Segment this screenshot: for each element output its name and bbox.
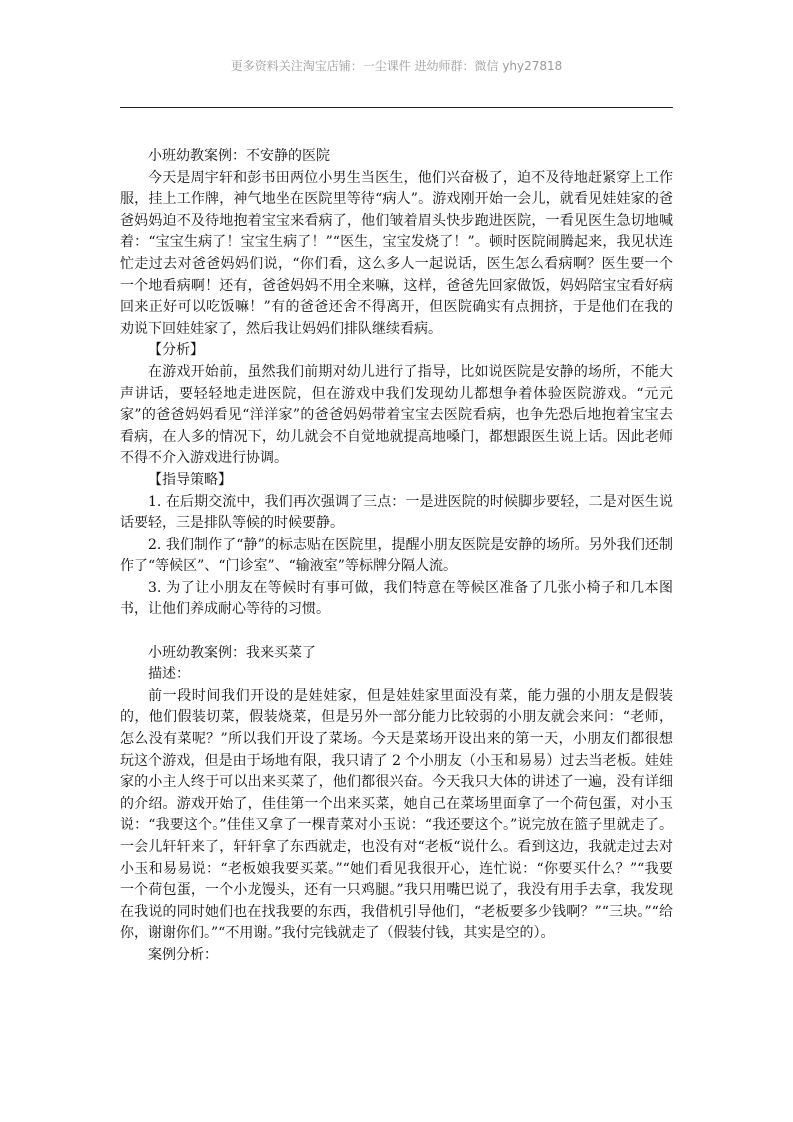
document-body	[120, 146, 673, 967]
case1-strategy-item: 1. 在后期交流中，我们再次强调了三点：一是进医院的时候脚步要轻，二是对医生说话要轻，三是排队等候的时候要静。	[120, 493, 673, 532]
case2-desc-heading: 描述：	[148, 666, 190, 683]
section-spacer	[120, 621, 673, 643]
case1-analysis-heading: 【分析】	[148, 342, 204, 359]
case2-analysis-heading: 案例分析：	[148, 946, 218, 963]
case1-strategy-item: 3. 为了让小朋友在等候时有事可做，我们特意在等候区准备了几张小椅子和几本图书，让他们养成耐心等待的习惯。	[120, 579, 673, 618]
page-header-watermark: 更多资料关注淘宝店铺：一尘课件 进幼师群：微信 yhy27818	[230, 59, 563, 73]
case1-title: 小班幼教案例：不安静的医院	[148, 148, 330, 164]
case1-strategy-item: 2. 我们制作了“静”的标志贴在医院里，提醒小朋友医院是安静的场所。另外我们还制作了“等候区”、“门诊室”、“输液室”等标牌分隔人流。	[120, 536, 673, 575]
header-divider	[120, 107, 673, 108]
case2-body: 前一段时间我们开设的是娃娃家，但是娃娃家里面没有菜，能力强的小朋友是假装的，他们假装切菜，假装烧菜，但是另外一部分能力比较弱的小朋友就会来问：“老师，怎么没有菜呢？”所以我们开设了菜场。今天是菜场开设出来的第一天，小朋友们都很想玩这个游戏，但是由于场地有限，我只请了 2 个小朋友（小玉和易易）过去当老板。娃娃家的小主人终于可以出来买菜了，他们都很兴奋。今天我只大体的讲述了一遍，没有详细的介绍。游戏开始了，佳佳第一个出来买菜，她自己在菜场里面拿了一个荷包蛋，对小玉说：“我要这个。”佳佳又拿了一棵青菜对小玉说：“我还要这个。”说完放在篮子里就走了。一会儿轩轩来了，轩轩拿了东西就走，也没有对“老板“说什么。看到这边，我就走过去对小玉和易易说：“老板娘我要买菜。”“她们看见我很开心，连忙说：“你要买什么？”“我要一个荷包蛋，一个小龙馒头，还有一只鸡腿。”我只用嘴巴说了，我没有用手去拿，我发现在我说的同时她们也在找我要的东西，我借机引导他们，“老板要多少钱啊？”“三块。”“给你，谢谢你们。”“不用谢。”我付完钱就走了（假装付钱，其实是空的）。	[120, 687, 673, 942]
case2-title: 小班幼教案例：我来买菜了	[148, 644, 316, 661]
case1-strategy-heading: 【指导策略】	[148, 471, 232, 488]
case1-analysis: 在游戏开始前，虽然我们前期对幼儿进行了指导，比如说医院是安静的场所，不能大声讲话，要轻轻地走进医院，但在游戏中我们发现幼儿都想争着体验医院游戏。“元元家”的爸爸妈妈看见“洋洋家”的爸爸妈妈带着宝宝去医院看病，也争先恐后地抱着宝宝去看病，在人多的情况下，幼儿就会不自觉地就提高地嗓门，都想跟医生说上话。因此老师不得不介入游戏进行协调。	[120, 363, 673, 467]
case1-body: 今天是周宇轩和彭书田两位小男生当医生，他们兴奋极了，迫不及待地赶紧穿上工作服，挂上工作牌，神气地坐在医院里等待“病人”。游戏刚开始一会儿，就看见娃娃家的爸爸妈妈迫不及待地抱着宝宝来看病了，他们皱着眉头快步跑进医院，一看见医生急切地喊着：“宝宝生病了！宝宝生病了！”“医生，宝宝发烧了！”。顿时医院闹腾起来，我见状连忙走过去对爸爸妈妈们说，“你们看，这么多人一起说话，医生怎么看病啊？医生要一个一个地看病啊！还有，爸爸妈妈不用全来嘛，这样，爸爸先回家做饭，妈妈陪宝宝看好病回来正好可以吃饭嘛！”有的爸爸还舍不得离开，但医院确实有点拥挤，于是他们在我的劝说下回娃娃家了，然后我让妈妈们排队继续看病。	[120, 169, 673, 337]
